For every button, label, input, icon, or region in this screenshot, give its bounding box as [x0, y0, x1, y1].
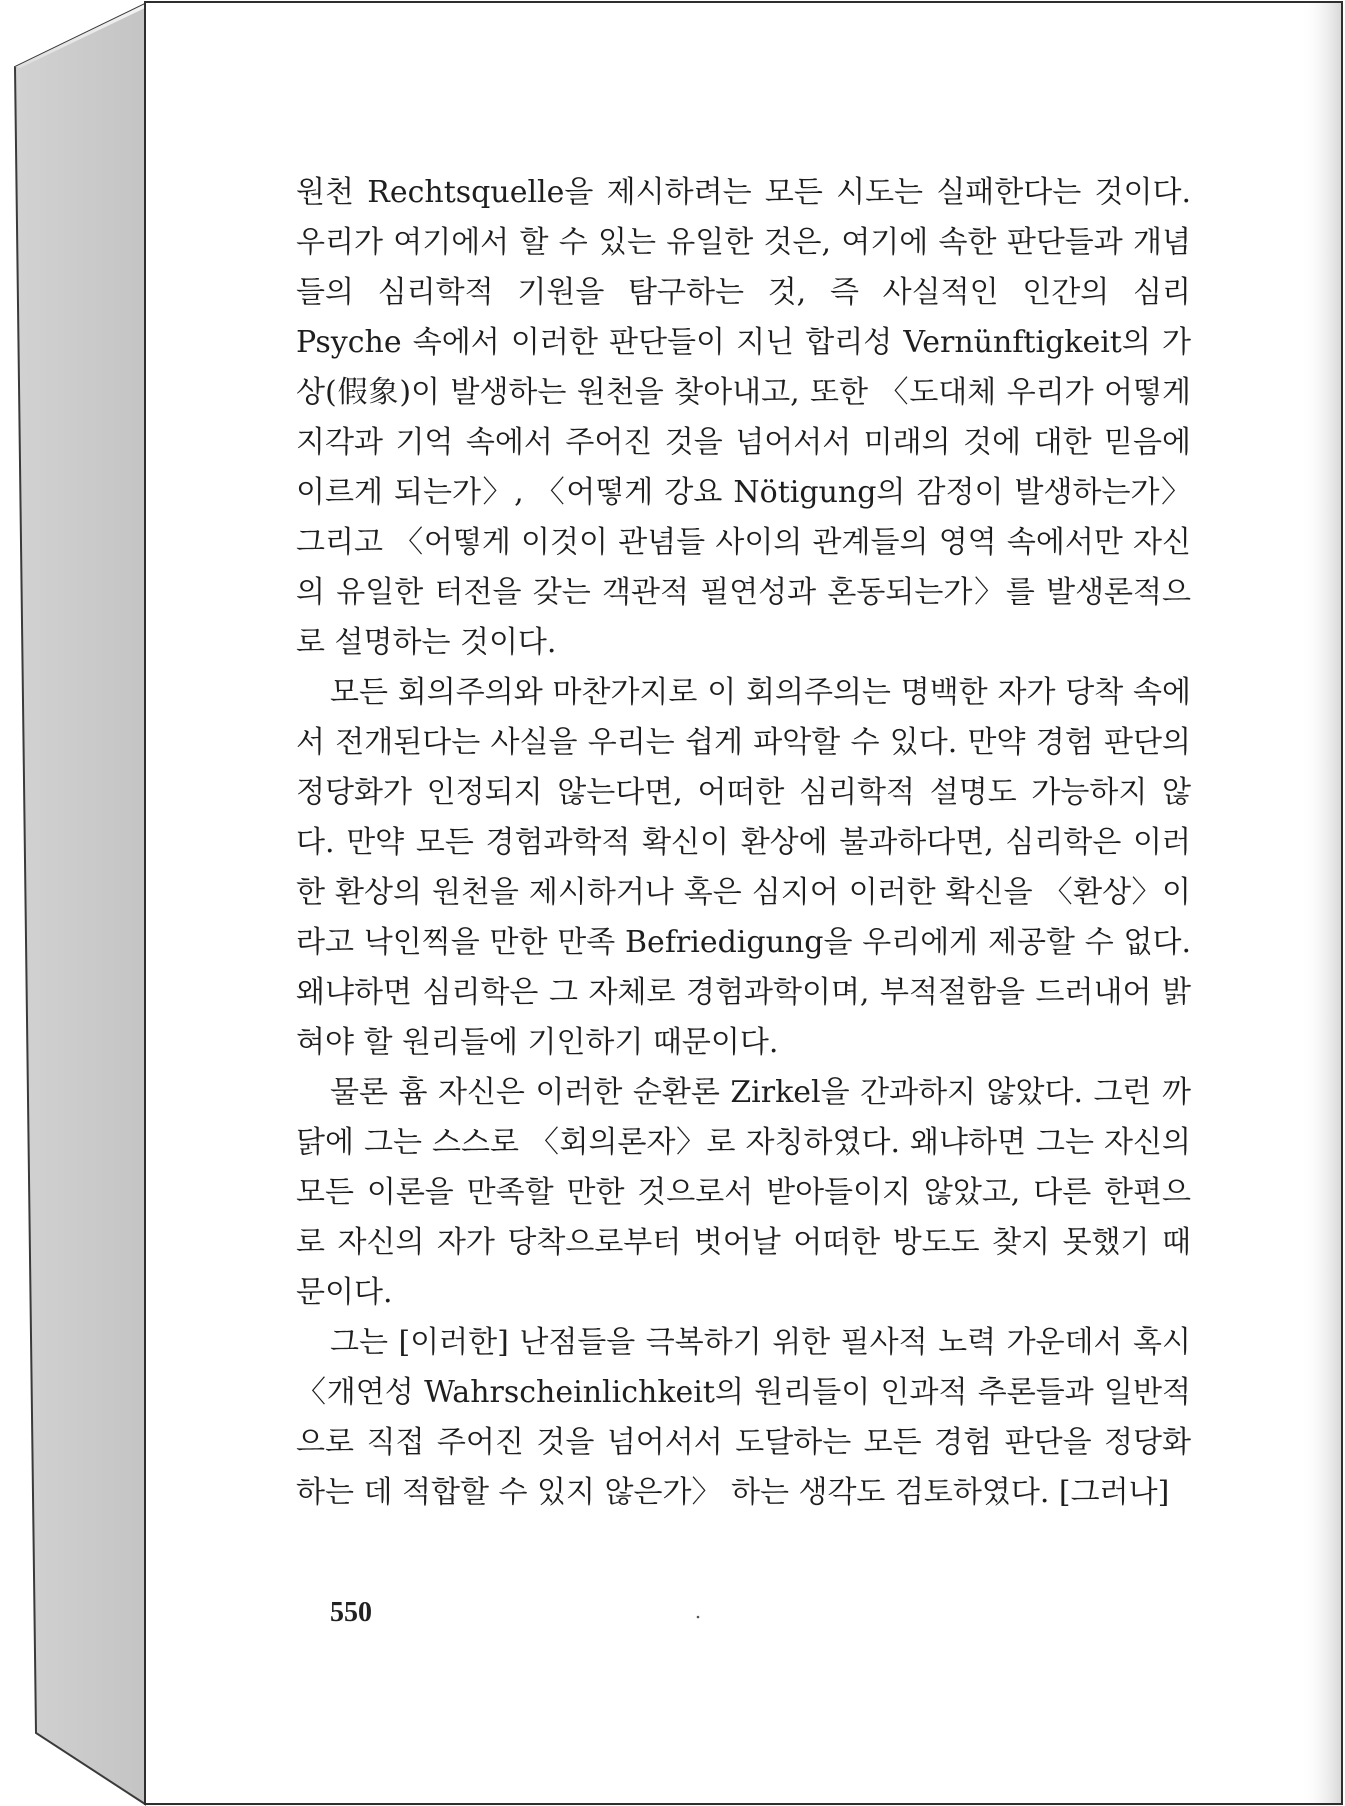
paragraph: 물론 흄 자신은 이러한 순환론 Zirkel을 간과하지 않았다. 그런 까닭에 그는 스스로 〈회의론자〉로 자칭하였다. 왜냐하면 그는 자신의 모든 이론을 만족할 만한 것으로서 받아들이지 않았고, 다른 한편으로 자신의 자가 당착으로부터 벗어날 어떠한 방도도 찾지 못했기 때문이다.: [296, 1075, 1191, 1310]
paragraph: 그는 [이러한] 난점들을 극복하기 위한 필사적 노력 가운데서 혹시 〈개연성 Wahrscheinlichkeit의 원리들이 인과적 추론들과 일반적으로 직접 주어진 것을 넘어서서 도달하는 모든 경험 판단을 정당화하는 데 적합할 수 있지 않은가〉 하는 생각도 검토하였다. [그러나]: [296, 1325, 1191, 1510]
body-text: [296, 168, 1191, 1518]
page-right-shade: [1300, 3, 1341, 1803]
page-number: 550: [330, 1597, 372, 1628]
book-spine: [15, 4, 145, 1804]
paragraph: 원천 Rechtsquelle을 제시하려는 모든 시도는 실패한다는 것이다. 우리가 여기에서 할 수 있는 유일한 것은, 여기에 속한 판단들과 개념들의 심리학적 기원을 탐구하는 것, 즉 사실적인 인간의 심리 Psyche 속에서 이러한 판단들이 지닌 합리성 Vernünftigkeit의 가상(假象)이 발생하는 원천을 찾아내고, 또한 〈도대체 우리가 어떻게 지각과 기억 속에서 주어진 것을 넘어서서 미래의 것에 대한 믿음에 이르게 되는가〉, 〈어떻게 강요 Nötigung의 감정이 발생하는가〉 그리고 〈어떻게 이것이 관념들 사이의 관계들의 영역 속에서만 자신의 유일한 터전을 갖는 객관적 필연성과 혼동되는가〉를 발생론적으로 설명하는 것이다.: [296, 175, 1191, 660]
paragraph: 모든 회의주의와 마찬가지로 이 회의주의는 명백한 자가 당착 속에서 전개된다는 사실을 우리는 쉽게 파악할 수 있다. 만약 경험 판단의 정당화가 인정되지 않는다면, 어떠한 심리학적 설명도 가능하지 않다. 만약 모든 경험과학적 확신이 환상에 불과하다면, 심리학은 이러한 환상의 원천을 제시하거나 혹은 심지어 이러한 확신을 〈환상〉이라고 낙인찍을 만한 만족 Befriedigung을 우리에게 제공할 수 없다. 왜냐하면 심리학은 그 자체로 경험과학이며, 부적절함을 드러내어 밝혀야 할 원리들에 기인하기 때문이다.: [296, 675, 1191, 1060]
page-speck: [697, 1616, 700, 1619]
